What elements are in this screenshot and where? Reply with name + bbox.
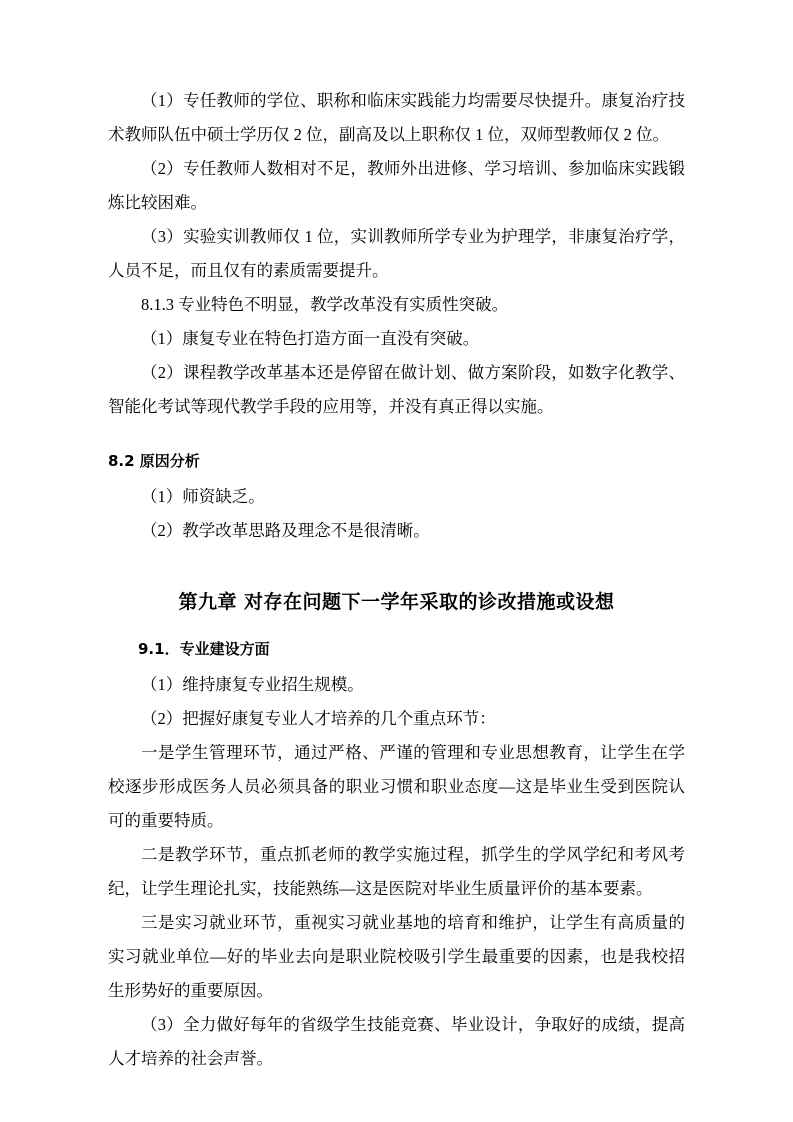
paragraph-section-8-1-3: 8.1.3 专业特色不明显，教学改革没有实质性突破。 bbox=[141, 295, 509, 314]
paragraph: （2）教学改革思路及理念不是很清晰。 bbox=[141, 521, 430, 540]
paragraph: （2）把握好康复专业人才培养的几个重点环节： bbox=[141, 709, 496, 728]
paragraph: 一是学生管理环节，通过严格、严谨的管理和专业思想教育，让学生在学校逐步形成医务人员必须具备的职业习惯和职业态度—这是毕业生受到医院认可的重要特质。 bbox=[108, 743, 685, 830]
chapter-title-9: 第九章 对存在问题下一学年采取的诊改措施或设想 bbox=[178, 591, 615, 613]
paragraph: （3）全力做好每年的省级学生技能竞赛、毕业设计，争取好的成绩，提高人才培养的社会声誉。 bbox=[108, 1015, 685, 1068]
document-body bbox=[108, 84, 685, 1076]
paragraph: （1）维持康复专业招生规模。 bbox=[141, 675, 364, 694]
paragraph: （1）专任教师的学位、职称和临床实践能力均需要尽快提升。康复治疗技术教师队伍中硕士学历仅 2 位，副高及以上职称仅 1 位，双师型教师仅 2 位。 bbox=[108, 91, 685, 144]
paragraph: （2）专任教师人数相对不足，教师外出进修、学习培训、参加临床实践锻炼比较困难。 bbox=[108, 159, 685, 212]
paragraph: （2）课程教学改革基本还是停留在做计划、做方案阶段，如数字化教学、智能化考试等现代教学手段的应用等，并没有真正得以实施。 bbox=[108, 363, 685, 416]
paragraph: （1）师资缺乏。 bbox=[141, 487, 265, 506]
paragraph: 二是教学环节，重点抓老师的教学实施过程，抓学生的学风学纪和考风考纪，让学生理论扎实，技能熟练—这是医院对毕业生质量评价的基本要素。 bbox=[108, 845, 685, 898]
paragraph: （1）康复专业在特色打造方面一直没有突破。 bbox=[141, 329, 480, 348]
paragraph: 三是实习就业环节，重视实习就业基地的培育和维护，让学生有高质量的实习就业单位—好的毕业去向是职业院校吸引学生最重要的因素，也是我校招生形势好的重要原因。 bbox=[108, 913, 685, 1000]
section-heading-9-1: 9.1．专业建设方面 bbox=[138, 640, 270, 658]
paragraph: （3）实验实训教师仅 1 位，实训教师所学专业为护理学，非康复治疗学，人员不足，而且仅有的素质需要提升。 bbox=[108, 227, 685, 280]
section-heading-8-2: 8.2 原因分析 bbox=[108, 452, 200, 470]
